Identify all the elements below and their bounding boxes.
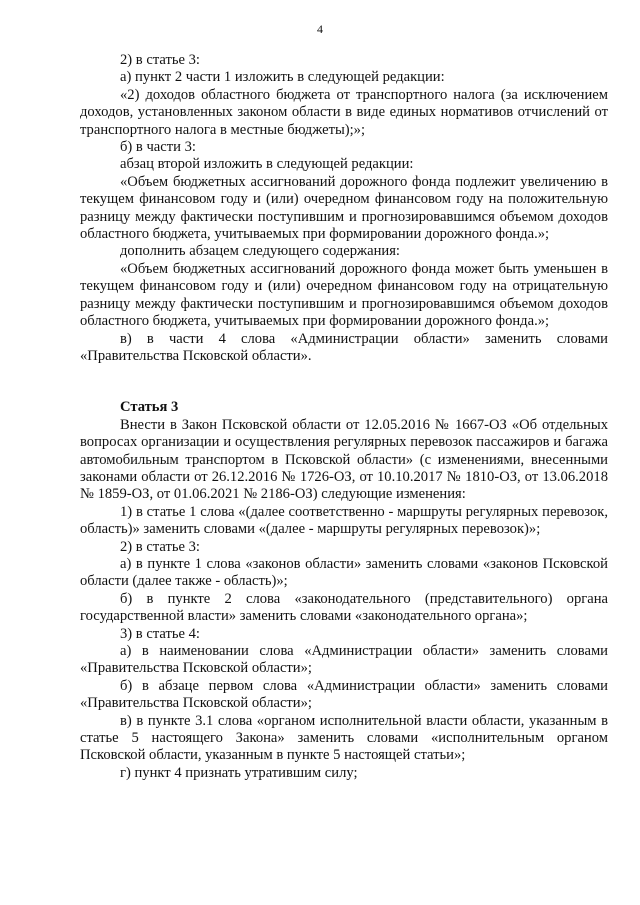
paragraph: б) в части 3:: [120, 139, 196, 156]
paragraph: в) в части 4 слова «Администрации области» заменить словами «Правительства Псковской области».: [80, 330, 608, 364]
article-title: Статья 3: [120, 399, 179, 416]
paragraph: 2) в статье 3:: [120, 538, 200, 555]
paragraph: «Объем бюджетных ассигнований дорожного фонда может быть уменьшен в текущем финансовом году и (или) очередном финансовом году на отрицательную разницу между фактически поступившим и прогнозировавшимся объемом доходов областного бюджета, учитываемых при формировании дорожного фонда.»;: [80, 260, 608, 330]
paragraph: Внести в Закон Псковской области от 12.05.2016 № 1667-ОЗ «Об отдельных вопросах организации и осуществления регулярных перевозок пассажиров и багажа автомобильным транспортом в Псковской области» (с изменениями, внесенными законами области от 26.12.2016 № 1726-ОЗ, от 10.10.2017 № 1810-ОЗ, от 13.06.2018 № 1859-ОЗ, от 01.06.2021 № 2186-ОЗ) следующие изменения:: [80, 416, 608, 503]
paragraph: б) в абзаце первом слова «Администрации области» заменить словами «Правительства Псковской области»;: [80, 677, 608, 712]
paragraph: «2) доходов областного бюджета от транспортного налога (за исключением доходов, установленных законом области в виде единых нормативов отчислений от транспортного налога в местные бюджеты);»;: [80, 86, 608, 138]
paragraph: «Объем бюджетных ассигнований дорожного фонда подлежит увеличению в текущем финансовом году и (или) очередном финансовом году на положительную разницу между фактически поступившим и прогнозировавшимся объемом доходов областного бюджета, учитываемых при формировании дорожного фонда.»;: [80, 173, 608, 243]
paragraph: а) пункт 2 части 1 изложить в следующей редакции:: [120, 69, 445, 86]
paragraph: в) в пункте 3.1 слова «органом исполнительной власти области, указанным в статье 5 настоящего Закона» заменить словами «исполнительным органом Псковской области, указанным в пункте 5 настоящей статьи»;: [80, 712, 608, 764]
paragraph: б) в пункте 2 слова «законодательного (представительного) органа государственной власти» заменить словами «законодательного органа»;: [80, 590, 608, 625]
paragraph: 3) в статье 4:: [120, 625, 200, 642]
paragraph: а) в пункте 1 слова «законов области» заменить словами «законов Псковской области (далее также - область)»;: [80, 555, 608, 590]
paragraph: а) в наименовании слова «Администрации области» заменить словами «Правительства Псковской области»;: [80, 643, 608, 677]
paragraph: дополнить абзацем следующего содержания:: [120, 243, 400, 260]
paragraph: 2) в статье 3:: [120, 52, 200, 68]
page-number: 4: [317, 22, 323, 36]
paragraph: 1) в статье 1 слова «(далее соответственно - маршруты регулярных перевозок, область)» заменить словами «(далее - маршруты регулярных перевозок)»;: [80, 503, 608, 538]
document-body: [80, 52, 608, 782]
paragraph: г) пункт 4 признать утратившим силу;: [120, 764, 358, 781]
paragraph: абзац второй изложить в следующей редакции:: [120, 156, 414, 173]
